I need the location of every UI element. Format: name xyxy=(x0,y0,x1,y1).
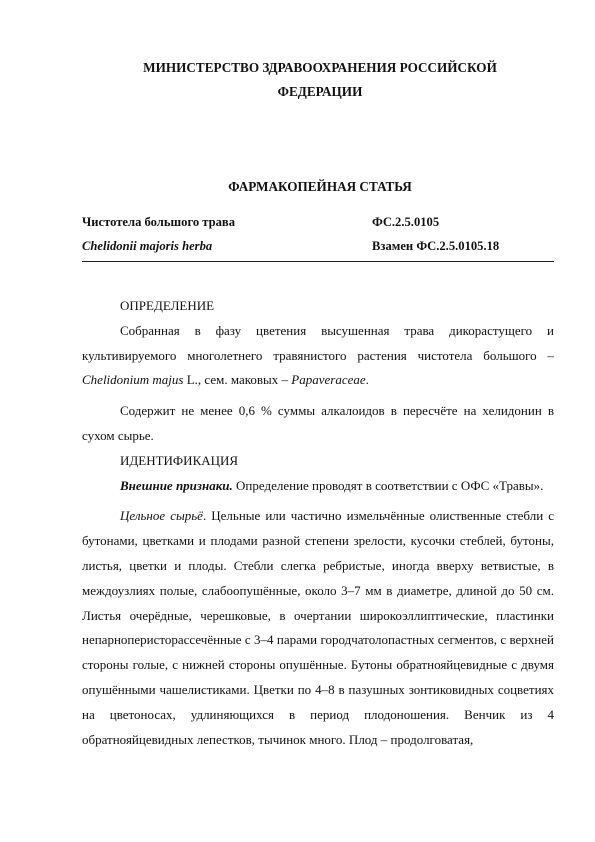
definition-heading: ОПРЕДЕЛЕНИЕ xyxy=(120,298,215,313)
name-latin: Chelidonii majoris herba xyxy=(82,239,213,253)
ministry-header xyxy=(60,56,580,104)
external-text: Определение проводят в соответствии с ОФС «Травы». xyxy=(236,477,544,493)
header-divider xyxy=(82,261,554,262)
article-body xyxy=(82,294,554,752)
definition-paragraph xyxy=(82,319,554,393)
whole-material-paragraph xyxy=(82,504,554,752)
definition-text-a: Собранная в фазу цветения высушенная трава дикорастущего и культивируемого многолетнего травянистого растения чистотела большого – xyxy=(82,322,554,363)
species-name: Chelidonium majus xyxy=(82,372,184,388)
name-russian: Чистотела большого трава xyxy=(82,215,236,229)
ministry-line-2: ФЕДЕРАЦИИ xyxy=(277,84,363,99)
content-paragraph: Содержит не менее 0,6 % суммы алкалоидов в пересчёте на хелидонин в сухом сырье. xyxy=(82,403,554,443)
article-code: ФС.2.5.0105 xyxy=(372,215,440,229)
definition-text-c: . xyxy=(365,372,369,388)
ministry-line-1: МИНИСТЕРСТВО ЗДРАВООХРАНЕНИЯ РОССИЙСКОЙ xyxy=(143,60,497,75)
external-label: Внешние признаки. xyxy=(120,477,233,493)
replaces-code: Взамен ФС.2.5.0105.18 xyxy=(372,239,500,253)
family-name: Papaveraceae xyxy=(291,372,366,388)
article-title: ФАРМАКОПЕЙНАЯ СТАТЬЯ xyxy=(228,179,412,194)
identification-heading: ИДЕНТИФИКАЦИЯ xyxy=(120,452,239,468)
whole-material-text: . Цельные или частично измельчённые олиственные стебли с бутонами, цветками и плодами разной степени зрелости, кусочки стеблей, бутоны, листья, цветки и плоды. Стебли слегка ребристые, иногда вверху ветвистые, в междоузлиях полые, слабоопушённые, около 3–7 мм в диаметре, длиной до 50 см. Листья очерёдные, черешковые, в очертании широкоэллиптические, пластинки непарноперисторассечённые с 3–4 парами городчатолопастных сегментов, с верхней стороны голые, с нижней стороны опушённые. Бутоны обратнояйцевидные с двумя опушёнными чашелистиками. Цветки по 4–8 в пазушных зонтиковидных соцветиях на цветоносах, удлиняющихся в период плодоношения. Венчик из 4 обратнояйцевидных лепестков, тычинок много. Плод – продолговатая, xyxy=(82,508,554,747)
external-paragraph xyxy=(82,474,554,499)
definition-text-b: L., сем. маковых – xyxy=(186,372,289,388)
whole-material-label: Цельное сырьё xyxy=(120,508,203,524)
